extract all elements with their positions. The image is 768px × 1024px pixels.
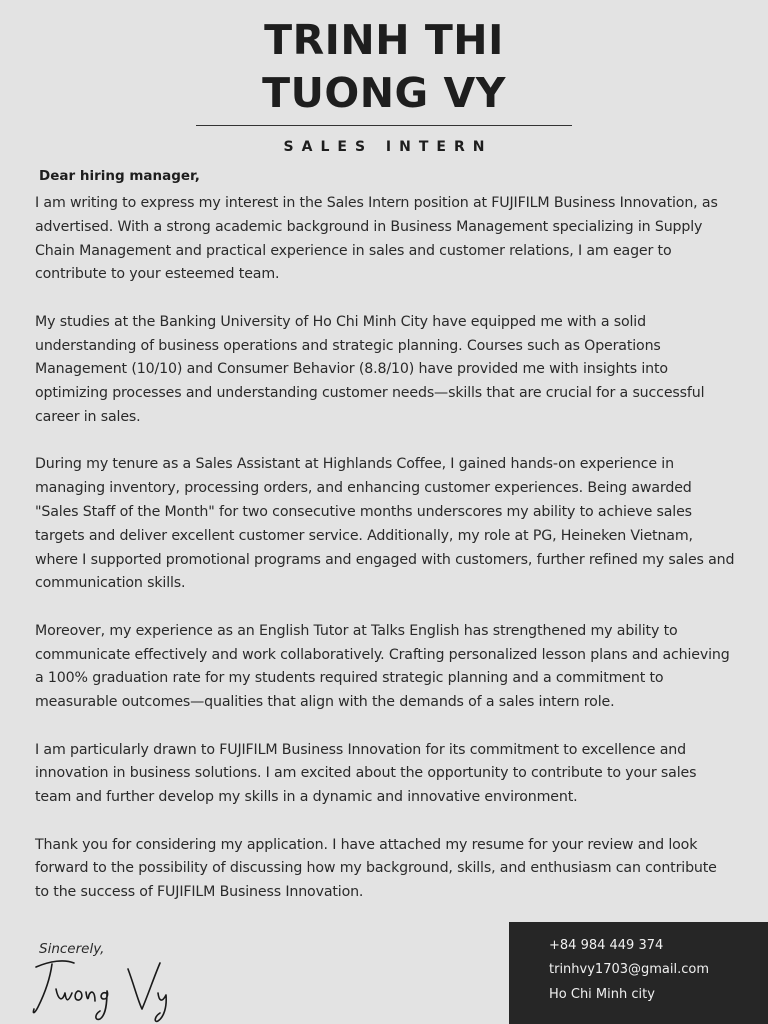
letter-paragraph: Thank you for considering my application. I have attached my resume for your review and look forward to the possibility of discussing how my background, skills, and enthusiasm can contribute to the success of FUJIFILM Business Innovation. [35,836,717,901]
letter-body [35,192,735,928]
salutation: Dear hiring manager, [39,168,200,184]
email-address: trinhvy1703@gmail.com [549,962,710,977]
letter-paragraph: I am particularly drawn to FUJIFILM Business Innovation for its commitment to excellence and innovation in business solutions. I am excited about the opportunity to contribute to your sales team and further develop my skills in a dynamic and innovative environment. [35,741,697,806]
location: Ho Chi Minh city [549,987,655,1002]
job-title: SALES INTERN [283,139,493,155]
contact-panel [509,922,768,1024]
letter-paragraph: I am writing to express my interest in the Sales Intern position at FUJIFILM Business Innovation, as advertised. With a strong academic background in Business Management specializing in Supply Chain Management and practical experience in sales and customer relations, I am eager to contribute to your esteemed team. [35,195,718,283]
letter-paragraph: My studies at the Banking University of Ho Chi Minh City have equipped me with a solid understanding of business operations and strategic planning. Courses such as Operations Management (10/10) and Consumer Behavior (8.8/10) have provided me with insights into optimizing processes and understanding customer needs—skills that are crucial for a successful career in sales. [35,313,705,425]
phone-number: +84 984 449 374 [549,938,664,953]
handwritten-signature [30,955,180,1023]
closing: Sincerely, [39,941,105,957]
applicant-name [0,14,768,120]
applicant-name-line1: TRINH THI [264,16,504,64]
letter-paragraph: Moreover, my experience as an English Tutor at Talks English has strengthened my ability to communicate effectively and work collaboratively. Crafting personalized lesson plans and achieving a 100% graduation rate for my students required strategic planning and a commitment to measurable outcomes—qualities that align with the demands of a sales intern role. [35,622,730,711]
letter-paragraph: During my tenure as a Sales Assistant at Highlands Coffee, I gained hands-on experience in managing inventory, processing orders, and enhancing customer experiences. Being awarded "Sales Staff of the Month" for two consecutive months underscores my ability to achieve sales targets and deliver excellent customer service. Additionally, my role at PG, Heineken Vietnam, where I supported promotional programs and engaged with customers, further refined my sales and communication skills. [35,456,735,592]
header-divider [196,125,572,126]
applicant-name-line2: TUONG VY [262,69,506,117]
